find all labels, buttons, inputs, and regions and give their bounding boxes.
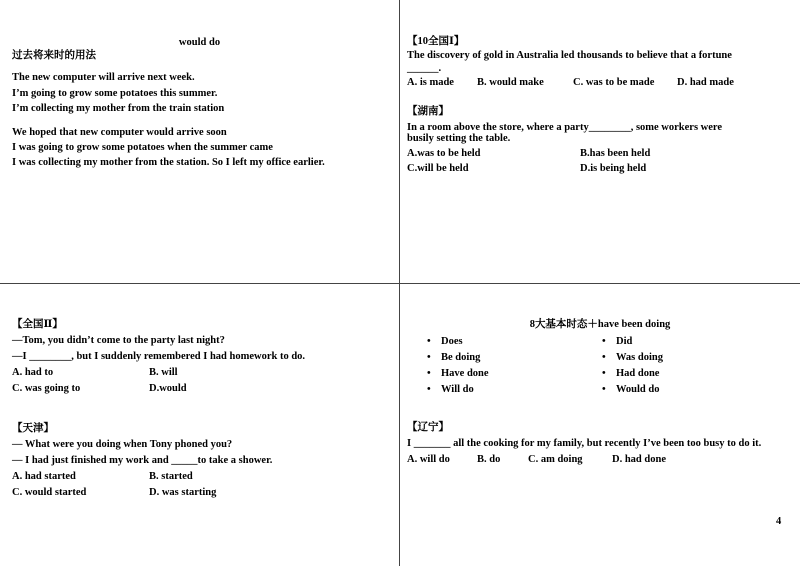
- answer-option: A. had to: [12, 367, 54, 378]
- tense-bullet: • Will do: [441, 383, 474, 396]
- panel-subtitle: 过去将来时的用法: [12, 50, 96, 61]
- question-tag: 【全国Ⅱ】: [12, 319, 63, 330]
- question-stem: I _______ all the cooking for my family, but recently I’ve been too busy to do it.: [407, 438, 762, 449]
- answer-option: B. would make: [477, 77, 544, 88]
- page-number: 4: [776, 516, 782, 527]
- example-sentence: I’m collecting my mother from the train station: [12, 103, 225, 114]
- answer-option: C. was to be made: [573, 77, 655, 88]
- answer-option: D.is being held: [580, 163, 647, 174]
- question-tag: 【10全国Ⅰ】: [407, 36, 465, 47]
- example-sentence: The new computer will arrive next week.: [12, 72, 195, 83]
- example-sentence: I was going to grow some potatoes when the summer came: [12, 142, 273, 153]
- tense-bullet: • Had done: [616, 367, 659, 380]
- answer-option: A. is made: [407, 77, 454, 88]
- tense-bullet: • Have done: [441, 367, 489, 380]
- tense-bullet: • Does: [441, 335, 463, 348]
- answer-option: C.will be held: [407, 163, 469, 174]
- answer-option: B. do: [477, 454, 501, 465]
- answer-option: C. would started: [12, 487, 87, 498]
- horizontal-divider: [0, 283, 800, 284]
- dialogue-line: — I had just finished my work and _____to take a shower.: [12, 455, 273, 466]
- dialogue-line: —Tom, you didn’t come to the party last night?: [12, 335, 225, 346]
- panel-title: would do: [178, 37, 221, 48]
- answer-option: D. was starting: [149, 487, 217, 498]
- answer-option: B.has been held: [580, 148, 651, 159]
- question-stem: ______.: [407, 63, 442, 74]
- example-sentence: We hoped that new computer would arrive soon: [12, 127, 227, 138]
- panel-title: 8大基本时态＋have been doing: [529, 319, 671, 330]
- question-tag: 【辽宁】: [407, 422, 449, 433]
- question-tag: 【天津】: [12, 423, 54, 434]
- example-sentence: I’m going to grow some potatoes this summer.: [12, 88, 218, 99]
- dialogue-line: —I ________, but I suddenly remembered I had homework to do.: [12, 351, 306, 362]
- answer-option: A.was to be held: [407, 148, 481, 159]
- answer-option: C. was going to: [12, 383, 81, 394]
- question-stem: busily setting the table.: [407, 133, 511, 144]
- answer-option: D. had done: [612, 454, 666, 465]
- question-tag: 【湖南】: [407, 106, 449, 117]
- example-sentence: I was collecting my mother from the station. So I left my office earlier.: [12, 157, 325, 168]
- tense-bullet: • Did: [616, 335, 632, 348]
- answer-option: B. started: [149, 471, 193, 482]
- question-stem: In a room above the store, where a party________, some workers were: [407, 122, 723, 133]
- answer-option: D.would: [149, 383, 187, 394]
- tense-bullet: • Be doing: [441, 351, 480, 364]
- answer-option: B. will: [149, 367, 178, 378]
- tense-bullet: • Would do: [616, 383, 659, 396]
- answer-option: D. had made: [677, 77, 734, 88]
- answer-option: A. had started: [12, 471, 76, 482]
- question-stem: The discovery of gold in Australia led thousands to believe that a fortune: [407, 50, 732, 61]
- dialogue-line: — What were you doing when Tony phoned you?: [12, 439, 233, 450]
- answer-option: C. am doing: [528, 454, 583, 465]
- answer-option: A. will do: [407, 454, 450, 465]
- tense-bullet: • Was doing: [616, 351, 663, 364]
